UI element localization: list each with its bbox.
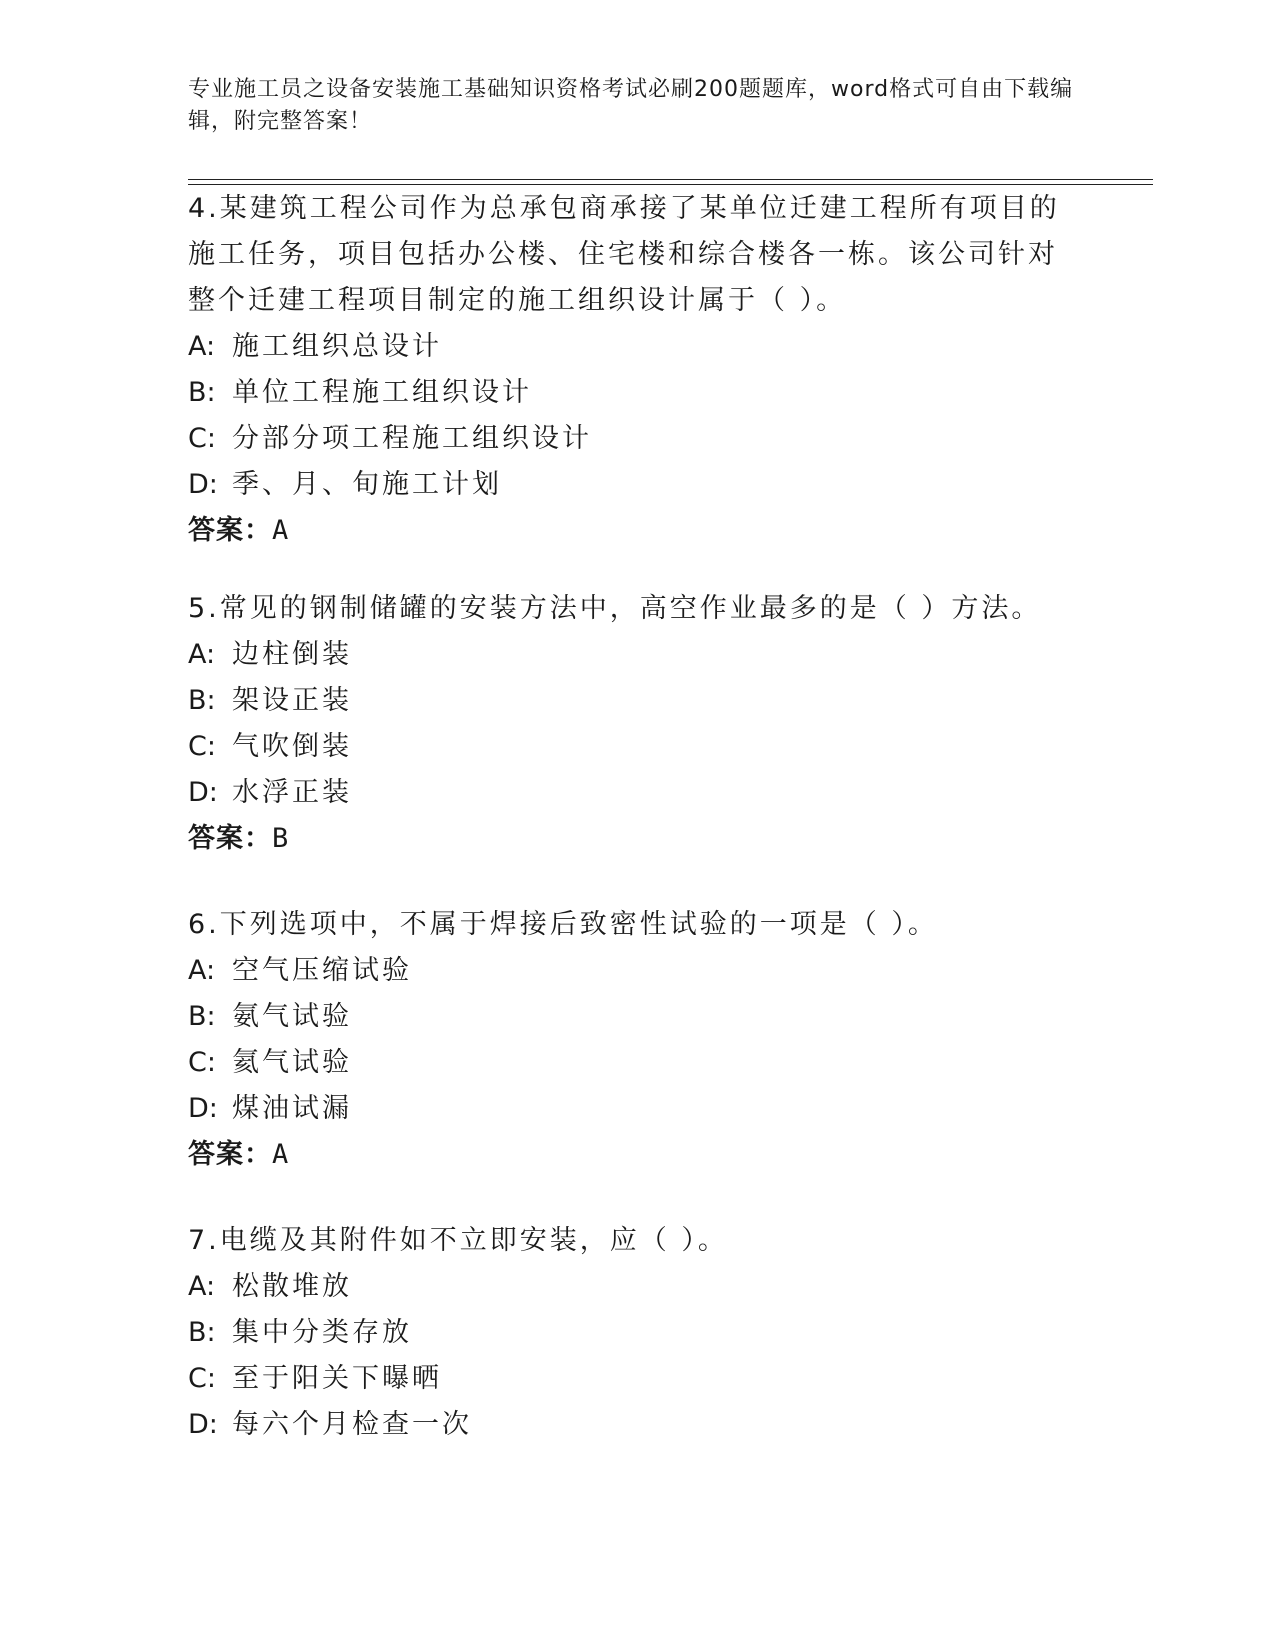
answer-label: 答案： [188,515,272,546]
option-d [188,462,1068,508]
question-stem: 5.常见的钢制储罐的安装方法中，高空作业最多的是（ ）方法。 [188,593,1042,624]
option-text: 松散堆放 [232,1271,352,1302]
option-b [188,1310,1068,1356]
option-key: A: [188,331,216,362]
option-key: B: [188,377,216,408]
option-text: 至于阳关下曝晒 [232,1363,442,1394]
option-c [188,416,1068,462]
option-a [188,1264,1068,1310]
answer-line [188,1132,1068,1178]
option-a [188,632,1068,678]
option-key: C: [188,423,216,454]
option-c [188,1040,1068,1086]
option-key: C: [188,1047,216,1078]
answer-value: B [272,823,290,854]
option-key: B: [188,685,216,716]
option-key: A: [188,639,216,670]
option-text: 季、月、旬施工计划 [232,469,502,500]
option-key: D: [188,777,218,808]
option-b [188,994,1068,1040]
option-a [188,324,1068,370]
option-key: C: [188,1363,216,1394]
question-4 [188,186,1068,554]
header-rule-top [188,179,1153,180]
answer-line [188,816,1068,862]
option-text: 每六个月检查一次 [232,1409,472,1440]
option-text: 施工组织总设计 [232,331,442,362]
option-text: 氨气试验 [232,1001,352,1032]
option-b [188,370,1068,416]
question-5 [188,586,1068,862]
option-text: 空气压缩试验 [232,955,412,986]
question-stem: 6.下列选项中，不属于焊接后致密性试验的一项是（ ）。 [188,909,938,940]
option-text: 煤油试漏 [232,1093,352,1124]
question-stem: 7.电缆及其附件如不立即安装，应（ ）。 [188,1225,728,1256]
document-header: 专业施工员之设备安装施工基础知识资格考试必刷200题题库，word格式可自由下载编辑，附完整答案！ [188,77,1074,134]
option-text: 气吹倒装 [232,731,352,762]
answer-value: A [272,515,290,546]
answer-label: 答案： [188,823,272,854]
option-key: B: [188,1001,216,1032]
option-key: A: [188,955,216,986]
answer-value: A [272,1139,290,1170]
option-c [188,724,1068,770]
answer-label: 答案： [188,1139,272,1170]
option-text: 水浮正装 [232,777,352,808]
option-key: D: [188,1093,218,1124]
option-key: D: [188,469,218,500]
option-key: C: [188,731,216,762]
question-stem: 4.某建筑工程公司作为总承包商承接了某单位迁建工程所有项目的施工任务，项目包括办公楼、住宅楼和综合楼各一栋。该公司针对整个迁建工程项目制定的施工组织设计属于（ ）。 [188,193,1060,316]
option-d [188,770,1068,816]
answer-line [188,508,1068,554]
option-key: B: [188,1317,216,1348]
option-a [188,948,1068,994]
option-text: 架设正装 [232,685,352,716]
option-key: A: [188,1271,216,1302]
question-7 [188,1218,1068,1448]
option-d [188,1402,1068,1448]
option-c [188,1356,1068,1402]
question-6 [188,902,1068,1178]
option-text: 边柱倒装 [232,639,352,670]
option-key: D: [188,1409,218,1440]
option-text: 氦气试验 [232,1047,352,1078]
option-text: 分部分项工程施工组织设计 [232,423,592,454]
option-text: 集中分类存放 [232,1317,412,1348]
option-b [188,678,1068,724]
option-text: 单位工程施工组织设计 [232,377,532,408]
option-d [188,1086,1068,1132]
header-rule-bottom [188,184,1153,185]
